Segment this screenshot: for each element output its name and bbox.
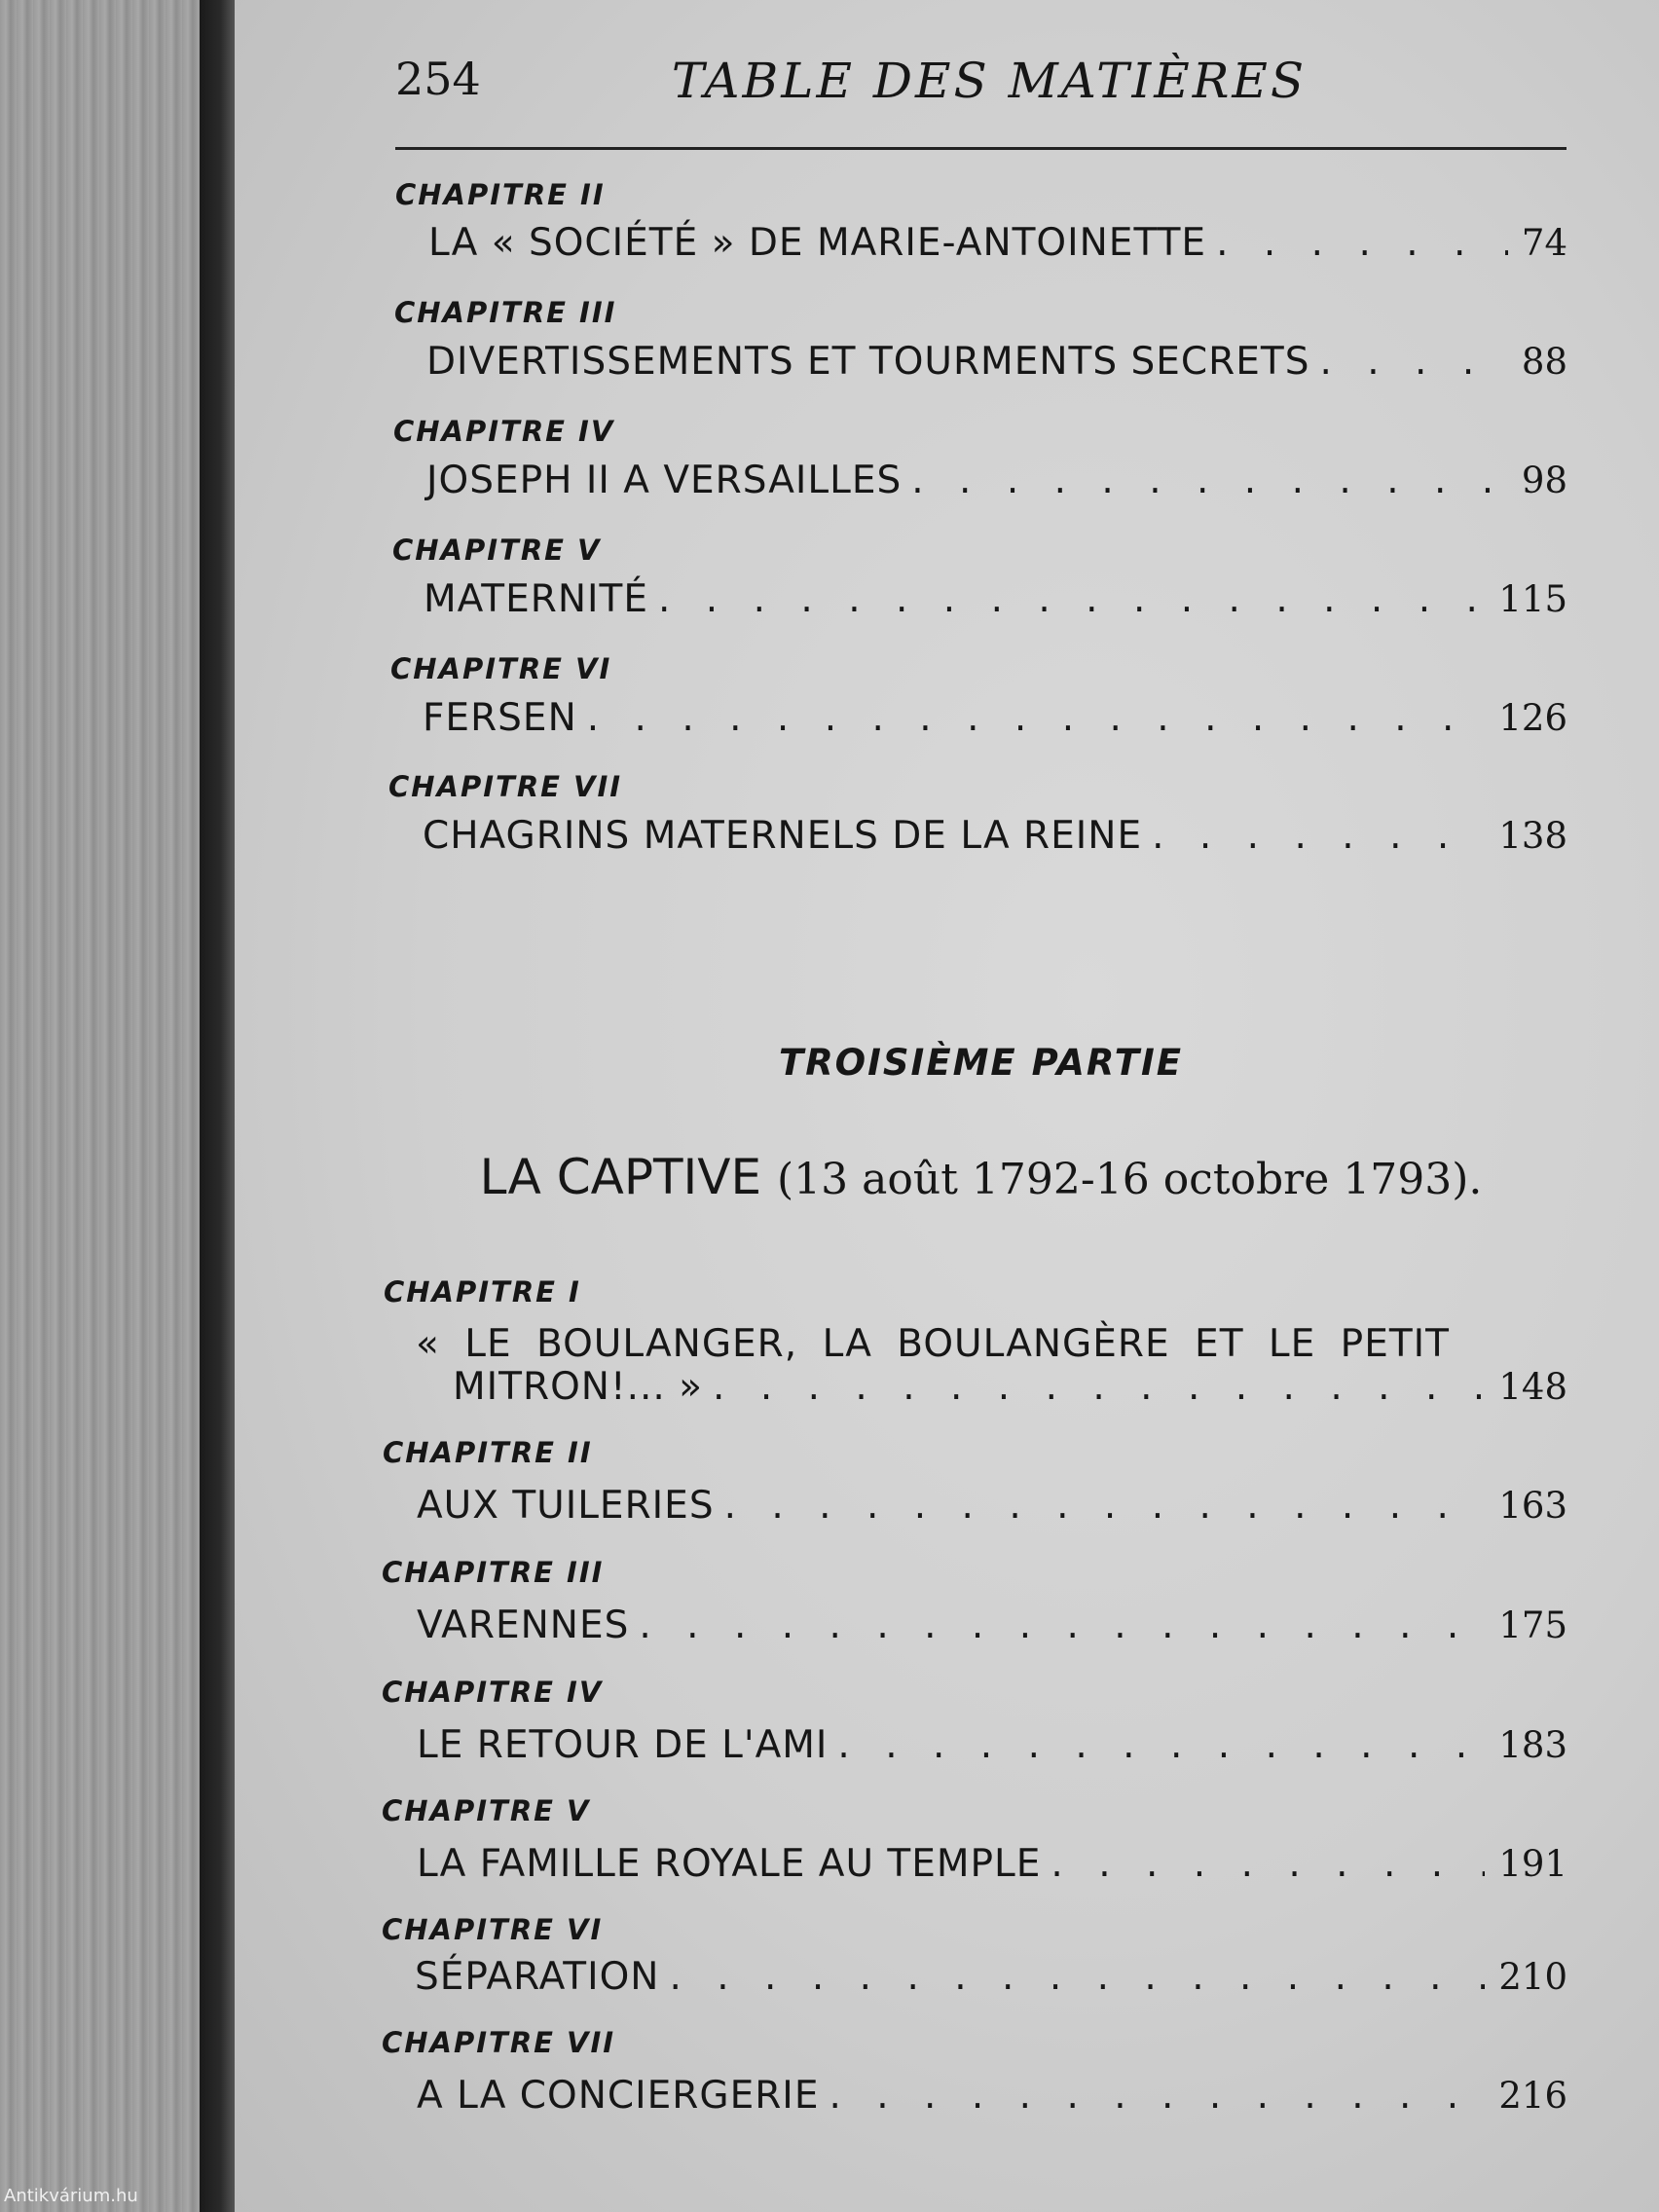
chapter-label: CHAPITRE V: [382, 1794, 591, 1827]
dot-leader: [1216, 221, 1508, 265]
dot-leader: [911, 459, 1508, 502]
page-header: [395, 53, 1583, 121]
dot-leader: [587, 696, 1486, 740]
chapter-title: FERSEN: [423, 696, 577, 740]
chapter-label: CHAPITRE II: [383, 1436, 593, 1469]
chapter-page: 163: [1498, 1485, 1567, 1527]
dot-leader: [837, 1723, 1485, 1767]
chapter-page: 216: [1498, 2075, 1567, 2117]
book-page: [235, 0, 1659, 2212]
toc-entry: [417, 1723, 1567, 1767]
part-label: TROISIÈME PARTIE: [778, 1042, 1184, 1084]
book-gutter: [200, 0, 235, 2212]
dot-leader: [724, 1484, 1486, 1528]
toc-entry: [428, 221, 1567, 265]
chapter-title: CHAGRINS MATERNELS DE LA REINE: [423, 814, 1143, 858]
chapter-label: CHAPITRE II: [395, 178, 606, 211]
dot-leader: [658, 577, 1485, 621]
chapter-label: CHAPITRE III: [382, 1556, 605, 1589]
chapter-page: 98: [1521, 460, 1567, 501]
chapter-page: 88: [1521, 341, 1567, 383]
chapter-page: 138: [1498, 815, 1567, 857]
toc-entry: [423, 814, 1567, 858]
chapter-title: LE RETOUR DE L'AMI: [417, 1723, 829, 1767]
page-number: 254: [395, 53, 481, 105]
chapter-label: CHAPITRE IV: [382, 1676, 604, 1709]
chapter-label: CHAPITRE VII: [388, 770, 623, 803]
chapter-page: 210: [1498, 1956, 1567, 1998]
chapter-title: MITRON!... »: [453, 1365, 704, 1409]
toc-entry: [417, 1484, 1567, 1528]
dot-leader: [639, 1604, 1485, 1647]
chapter-page: 183: [1498, 1724, 1567, 1766]
toc-entry: [417, 1604, 1567, 1647]
chapter-title: AUX TUILERIES: [417, 1484, 715, 1528]
dot-leader: [1051, 1842, 1485, 1886]
chapter-title: JOSEPH II A VERSAILLES: [426, 459, 903, 502]
chapter-title: VARENNES: [417, 1604, 630, 1647]
chapter-title-line1: « LE BOULANGER, LA BOULANGÈRE ET LE PETIT: [416, 1322, 1450, 1366]
dot-leader: [829, 2074, 1485, 2118]
chapter-page: 74: [1521, 222, 1567, 264]
chapter-label: CHAPITRE VI: [390, 652, 612, 685]
toc-entry: [453, 1365, 1567, 1409]
chapter-page: 115: [1498, 578, 1567, 620]
toc-entry: [423, 696, 1567, 740]
toc-entry: [417, 2074, 1567, 2118]
dot-leader: [1152, 814, 1485, 858]
background-surface: [0, 0, 200, 2212]
chapter-title: LA « SOCIÉTÉ » DE MARIE-ANTOINETTE: [428, 221, 1207, 265]
part-title: [395, 1149, 1567, 1205]
part-title-dates: (13 août 1792-16 octobre 1793).: [777, 1155, 1483, 1204]
chapter-label: CHAPITRE VII: [382, 2026, 616, 2059]
chapter-label: CHAPITRE VI: [382, 1913, 604, 1946]
dot-leader: [1319, 340, 1507, 384]
toc-entry: [424, 577, 1567, 621]
header-rule: [395, 147, 1567, 150]
chapter-label: CHAPITRE IV: [393, 415, 615, 448]
part-title-name: LA CAPTIVE: [479, 1149, 762, 1205]
toc-entry: [426, 459, 1567, 502]
chapter-title: SÉPARATION: [415, 1955, 660, 1999]
toc-entry: [426, 340, 1567, 384]
dot-leader: [669, 1955, 1485, 1999]
chapter-label: CHAPITRE V: [392, 534, 602, 567]
chapter-label: CHAPITRE I: [384, 1275, 581, 1309]
toc-entry: [417, 1842, 1567, 1886]
chapter-title: DIVERTISSEMENTS ET TOURMENTS SECRETS: [426, 340, 1310, 384]
chapter-page: 126: [1498, 697, 1567, 739]
chapter-label: CHAPITRE III: [394, 296, 617, 329]
chapter-page: 148: [1498, 1366, 1567, 1408]
toc-entry: [415, 1955, 1567, 1999]
dot-leader: [713, 1365, 1485, 1409]
chapter-title: LA FAMILLE ROYALE AU TEMPLE: [417, 1842, 1042, 1886]
watermark: Antikvárium.hu: [4, 2186, 138, 2206]
chapter-page: 175: [1498, 1604, 1567, 1646]
chapter-title: A LA CONCIERGERIE: [417, 2074, 820, 2118]
chapter-page: 191: [1498, 1843, 1567, 1885]
chapter-title: MATERNITÉ: [424, 577, 649, 621]
running-title: TABLE DES MATIÈRES: [671, 53, 1308, 109]
